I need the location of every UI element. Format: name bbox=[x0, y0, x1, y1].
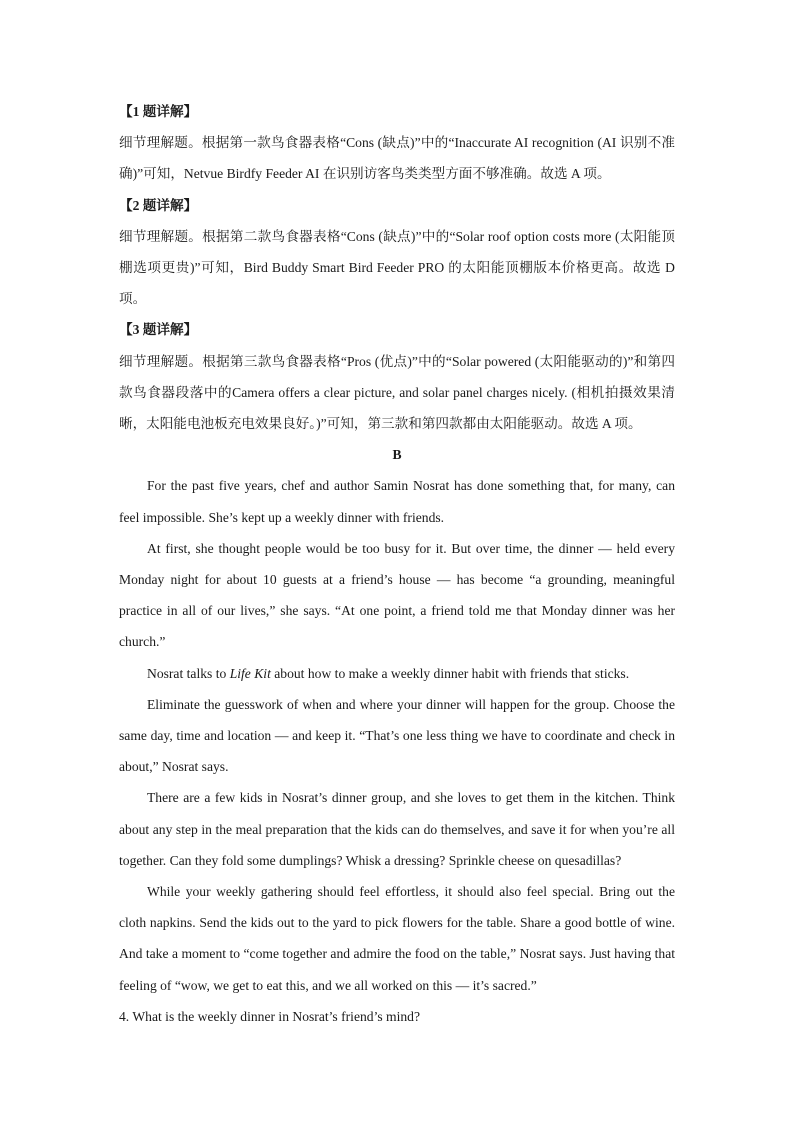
passage-paragraph-6: While your weekly gathering should feel effortless, it should also feel special. Bring out the cloth napkins. Send the kids out to the yard to pick flowers for the table. Share a good bottle of wine. And take a moment to “come together and admire the food on the table,” Nosrat says. Just having that feeling of “wow, we get to eat this, and we all worked on this — it’s sacred.” bbox=[119, 884, 675, 993]
passage-paragraph-1: For the past five years, chef and author Samin Nosrat has done something that, for many, can feel impossible. She’s kept up a weekly dinner with friends. bbox=[119, 478, 675, 525]
document-page bbox=[119, 96, 675, 1032]
passage-paragraph-3-end: about how to make a weekly dinner habit with friends that sticks. bbox=[270, 665, 630, 681]
passage-paragraph-4: Eliminate the guesswork of when and where your dinner will happen for the group. Choose the same day, time and location — and keep it. “That’s one less thing we have to coordinate and check in about,” Nosrat says. bbox=[119, 696, 675, 775]
explanation-2-heading: 【2 题详解】 bbox=[119, 197, 198, 213]
question-4: 4. What is the weekly dinner in Nosrat’s friend’s mind? bbox=[119, 1008, 421, 1024]
explanation-1-text: 细节理解题。根据第一款鸟食器表格“Cons (缺点)”中的“Inaccurate AI recognition (AI 识别不准确)”可知，Netvue Birdfy Feeder AI 在识别访客鸟类类型方面不够准确。故选 A 项。 bbox=[119, 135, 675, 182]
passage-paragraph-2: At first, she thought people would be too busy for it. But over time, the dinner — held every Monday night for about 10 guests at a friend’s house — has become “a grounding, meaningful practice in all of our lives,” she says. “At one point, a friend told me that Monday dinner was her church.” bbox=[119, 540, 675, 650]
passage-paragraph-3-start: Nosrat talks to bbox=[147, 665, 230, 681]
explanation-2-text: 细节理解题。根据第二款鸟食器表格“Cons (缺点)”中的“Solar roof option costs more (太阳能顶棚选项更贵)”可知，Bird Buddy Smart Bird Feeder PRO 的太阳能顶棚版本价格更高。故选 D 项。 bbox=[119, 228, 675, 307]
life-kit-title: Life Kit bbox=[229, 665, 271, 681]
passage-paragraph-5: There are a few kids in Nosrat’s dinner group, and she loves to get them in the kitchen. Think about any step in the meal preparation that the kids can do themselves, and save it for when you’re all together. Can they fold some dumplings? Whisk a dressing? Sprinkle cheese on quesadillas? bbox=[119, 790, 675, 868]
section-label: B bbox=[392, 447, 402, 463]
explanation-3-text: 细节理解题。根据第三款鸟食器表格“Pros (优点)”中的“Solar powered (太阳能驱动的)”和第四款鸟食器段落中的Camera offers a clear picture, and solar panel charges nicely. (相机拍摄效果清晰，太阳能电池板充电效果良好。)”可知，第三款和第四款都由太阳能驱动。故选 A 项。 bbox=[119, 353, 675, 432]
passage-paragraph-3 bbox=[119, 658, 675, 689]
explanation-1-heading: 【1 题详解】 bbox=[119, 104, 198, 119]
explanation-3-heading: 【3 题详解】 bbox=[119, 322, 198, 338]
